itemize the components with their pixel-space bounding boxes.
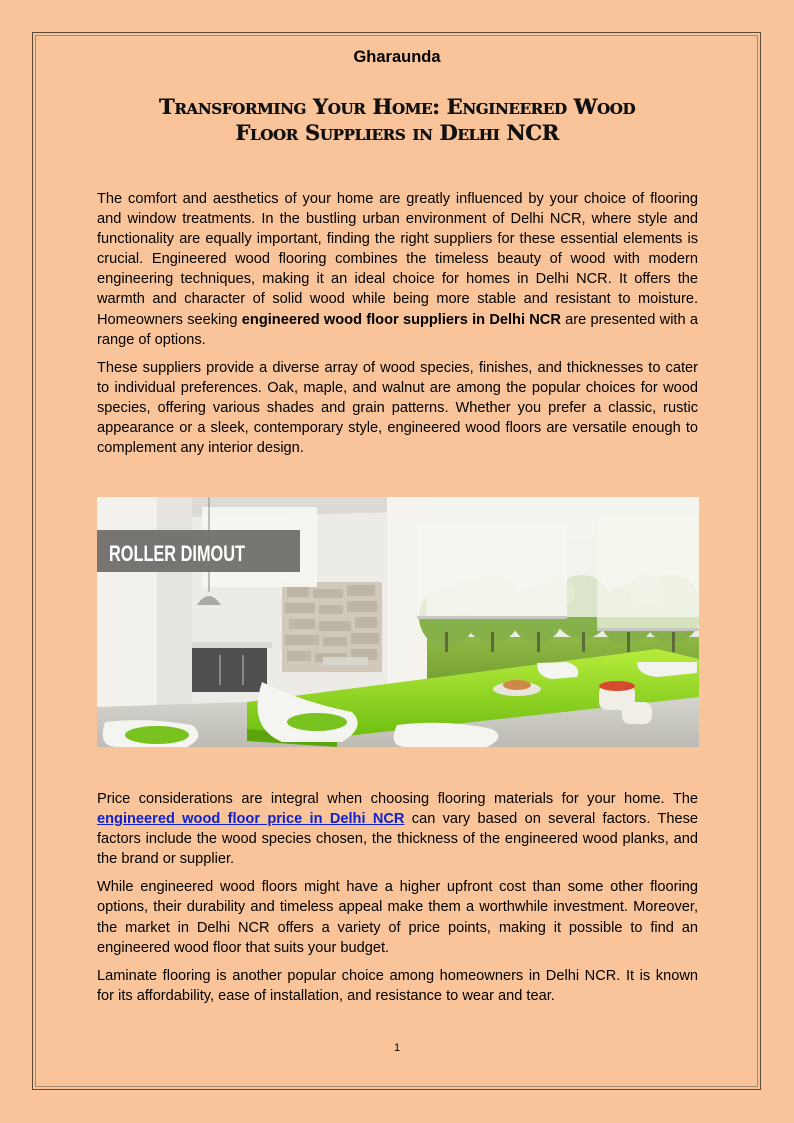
article-title [97, 94, 697, 146]
intro-section [97, 189, 698, 466]
paragraph-3-text-b: can vary based on several factors. These factors include the wood species chosen, the thickness of the engineered wood planks, and the brand or supplier. [97, 811, 698, 868]
paragraph-4: While engineered wood floors might have a higher upfront cost than some other flooring options, their durability and timeless appeal make them a worthwhile investment. Moreover, the market in Delhi NCR offers a variety of price points, making it possible to find an engineered wood floor that suits your budget. [97, 879, 698, 956]
paragraph-1-text-a: The comfort and aesthetics of your home are greatly influenced by your choice of flooring and window treatments. In the bustling urban environment of Delhi NCR, where style and functionality are equally important, finding the right suppliers for these essential elements is crucial. Engineered wood flooring combines the timeless beauty of wood with modern engineering techniques, making it an ideal choice for homes in Delhi NCR. It offers the warmth and character of solid wood while being more stable and resistant to moisture. Homeowners seeking [97, 191, 698, 328]
paragraph-2: These suppliers provide a diverse array of wood species, finishes, and thicknesses to cater to individual preferences. Oak, maple, and walnut are among the popular choices for wood species, offering various shades and grain patterns. Whether you prefer a classic, rustic appearance or a sleek, contemporary style, engineered wood floors are versatile enough to complement any interior design. [97, 359, 698, 457]
paragraph-1-text-b: are presented with a range of options. [97, 311, 698, 348]
price-link[interactable]: engineered wood floor price in Delhi NCR [97, 811, 405, 828]
roller-blind-photo [97, 497, 699, 747]
pricing-section [97, 789, 698, 1014]
page-number: 1 [393, 1042, 401, 1054]
paragraph-5: Laminate flooring is another popular choice among homeowners in Delhi NCR. It is known for its affordability, ease of installation, and resistance to wear and tear. [97, 967, 698, 1004]
paragraph-1 [97, 189, 698, 350]
title-line-2: Floor Suppliers in Delhi NCR [235, 120, 559, 145]
paragraph-1-keyword: engineered wood floor suppliers in Delhi NCR [241, 311, 561, 328]
image-label: ROLLER DIMOUT [109, 541, 246, 566]
paragraph-3 [97, 789, 698, 869]
brand-name: Gharaunda [353, 48, 441, 66]
paragraph-3-text-a: Price considerations are integral when choosing flooring materials for your home. The [97, 791, 698, 807]
title-line-1: Transforming Your Home: Engineered Wood [158, 94, 636, 119]
